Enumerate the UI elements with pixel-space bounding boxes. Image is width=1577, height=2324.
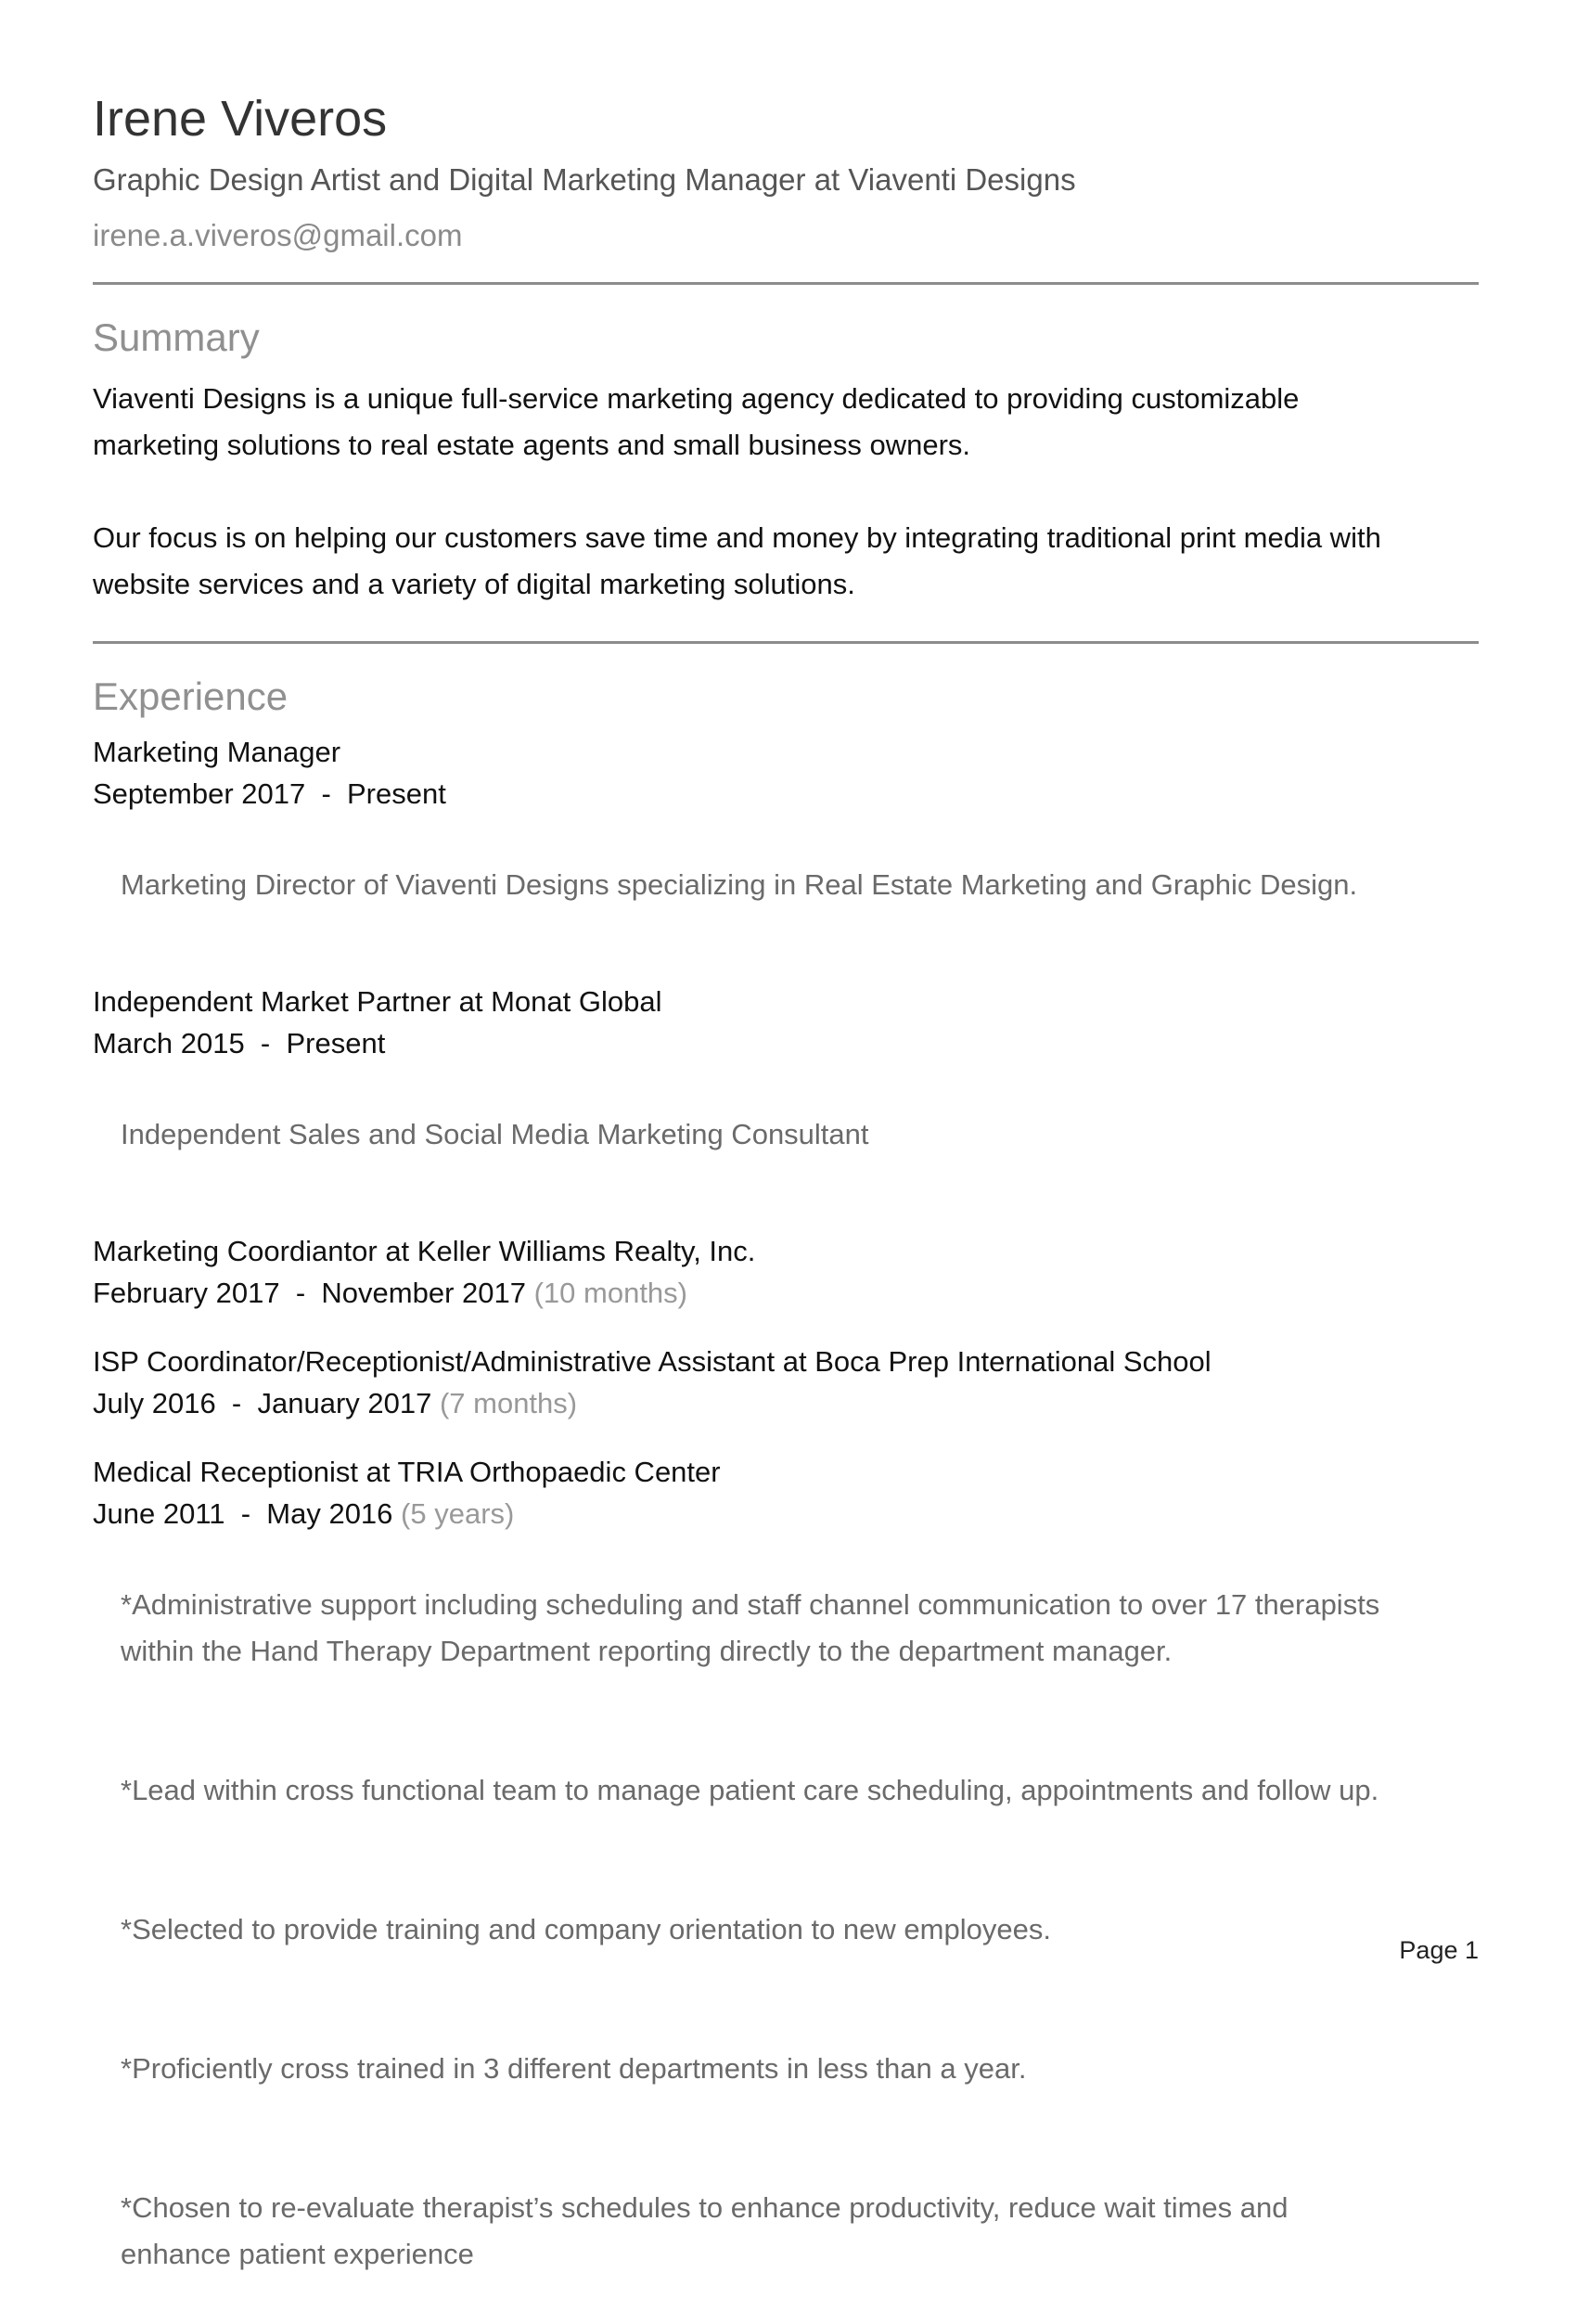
section-divider <box>93 641 1479 644</box>
resume-page <box>93 89 1479 2324</box>
page-number: Page 1 <box>1399 1936 1479 1964</box>
job-duration: (7 months) <box>439 1387 578 1419</box>
job-description-paragraph: Independent Sales and Social Media Marketing Consultant <box>121 1118 869 1150</box>
job-date-range: June 2011 - May 2016 <box>93 1497 402 1530</box>
job-duration: (5 years) <box>401 1497 515 1530</box>
job-description-paragraph: *Chosen to re-evaluate therapist’s schedules to enhance productivity, reduce wait times and enhance patient experience <box>121 2191 1289 2270</box>
job-title: ISP Coordinator/Receptionist/Administrative Assistant at Boca Prep International School <box>93 1345 1212 1378</box>
experience-heading: Experience <box>93 674 288 718</box>
job-title: Marketing Manager <box>93 736 341 768</box>
job-dates <box>93 1493 1479 1535</box>
experience-entry <box>93 731 1479 955</box>
job-dates <box>93 1272 1479 1315</box>
job-date-range: September 2017 - Present <box>93 777 446 810</box>
summary-paragraph: Our focus is on helping our customers save time and money by integrating traditional print media with website services and a variety of digital marketing solutions. <box>93 521 1381 600</box>
job-dates <box>93 1022 1479 1065</box>
job-title: Independent Market Partner at Monat Global <box>93 985 662 1018</box>
candidate-headline: Graphic Design Artist and Digital Marketing Manager at Viaventi Designs <box>93 162 1076 197</box>
job-description-paragraph: *Lead within cross functional team to manage patient care scheduling, appointments and follow up. <box>121 1774 1379 1806</box>
experience-entry <box>93 981 1479 1204</box>
job-description <box>93 815 1479 955</box>
section-divider <box>93 282 1479 285</box>
job-description-paragraph: *Proficiently cross trained in 3 different departments in less than a year. <box>121 2052 1027 2085</box>
job-dates <box>93 1382 1479 1425</box>
job-description-paragraph: *Selected to provide training and company orientation to new employees. <box>121 1913 1051 1945</box>
job-duration: (10 months) <box>533 1277 687 1309</box>
experience-entry <box>93 1451 1479 2324</box>
summary-heading: Summary <box>93 315 260 359</box>
job-description <box>93 1535 1479 2324</box>
experience-entry <box>93 1230 1479 1315</box>
job-description <box>93 1065 1479 1204</box>
job-description-paragraph: *Administrative support including scheduling and staff channel communication to over 17 therapists within the Hand Therapy Department reporting directly to the department manager. <box>121 1588 1380 1667</box>
experience-entry <box>93 1341 1479 1425</box>
experience-list <box>93 731 1479 2324</box>
job-dates <box>93 773 1479 815</box>
job-title: Medical Receptionist at TRIA Orthopaedic Center <box>93 1456 721 1488</box>
job-date-range: February 2017 - November 2017 <box>93 1277 534 1309</box>
candidate-name: Irene Viveros <box>93 91 388 147</box>
candidate-email: irene.a.viveros@gmail.com <box>93 218 463 252</box>
job-date-range: July 2016 - January 2017 <box>93 1387 440 1419</box>
job-description-paragraph: Marketing Director of Viaventi Designs specializing in Real Estate Marketing and Graphic Design. <box>121 868 1358 901</box>
summary-body <box>93 376 1479 608</box>
job-title: Marketing Coordiantor at Keller Williams Realty, Inc. <box>93 1235 756 1267</box>
summary-paragraph: Viaventi Designs is a unique full-service marketing agency dedicated to providing customizable marketing solutions to real estate agents and small business owners. <box>93 382 1300 461</box>
job-date-range: March 2015 - Present <box>93 1027 386 1059</box>
